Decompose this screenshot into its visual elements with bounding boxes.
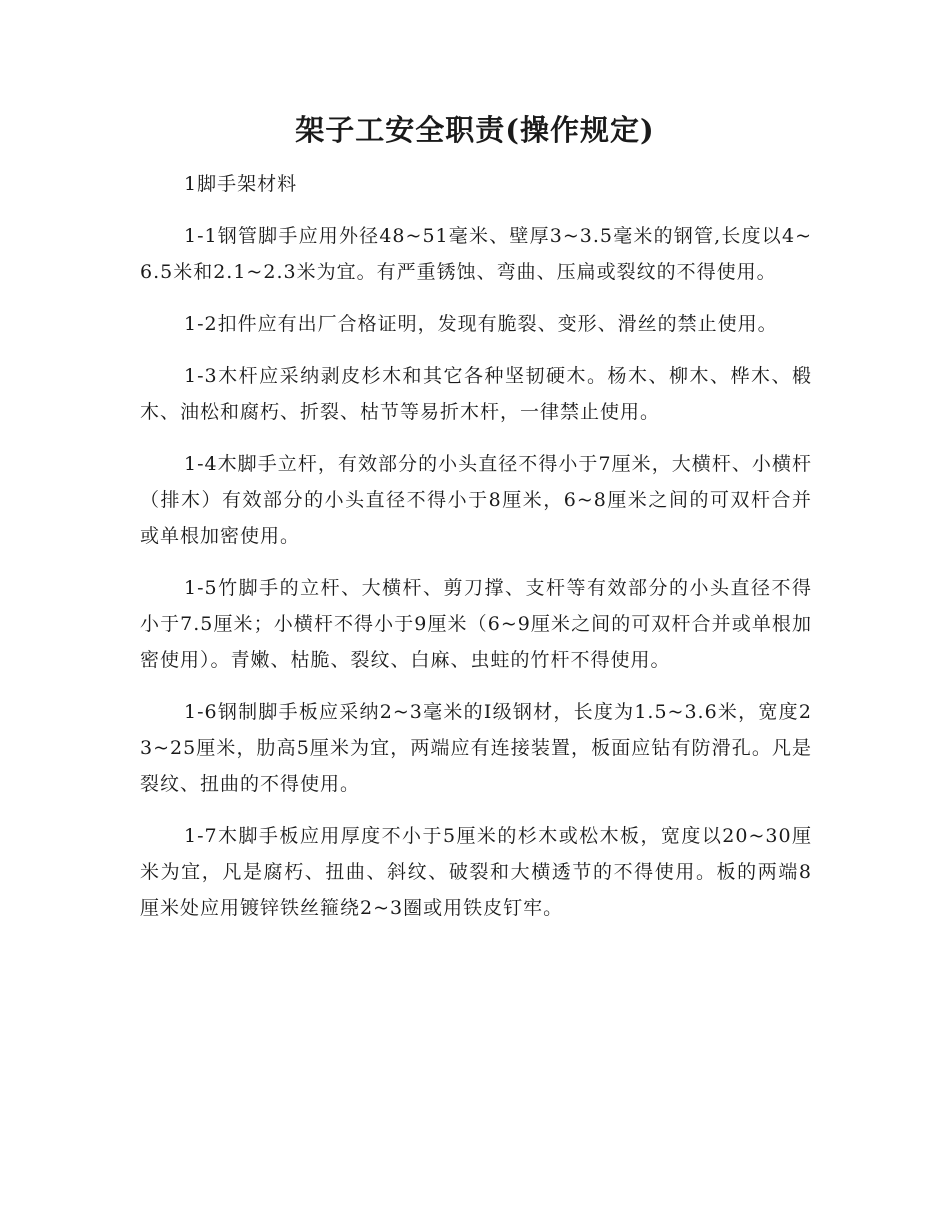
section-heading: 1脚手架材料 [184,173,298,195]
paragraph-1-3: 1-3木杆应采纳剥皮杉木和其它各种坚韧硬木。杨木、柳木、桦木、椴木、油松和腐朽、折裂、枯节等易折木杆，一律禁止使用。 [140,365,812,423]
paragraph-1-5: 1-5竹脚手的立杆、大横杆、剪刀撑、支杆等有效部分的小头直径不得小于7.5厘米；小横杆不得小于9厘米（6~9厘米之间的可双杆合并或单根加密使用）。青嫩、枯脆、裂纹、白麻、虫蛀的竹杆不得使用。 [140,577,812,671]
document-title: 架子工安全职责(操作规定) [295,113,655,147]
paragraph-1-6: 1-6钢制脚手板应采纳2~3毫米的Ⅰ级钢材，长度为1.5~3.6米，宽度23~25厘米，肋高5厘米为宜，两端应有连接装置，板面应钻有防滑孔。凡是裂纹、扭曲的不得使用。 [140,701,812,795]
paragraph-1-4: 1-4木脚手立杆，有效部分的小头直径不得小于7厘米，大横杆、小横杆（排木）有效部分的小头直径不得小于8厘米，6~8厘米之间的可双杆合并或单根加密使用。 [140,453,812,547]
paragraph-1-2: 1-2扣件应有出厂合格证明，发现有脆裂、变形、滑丝的禁止使用。 [184,313,778,335]
paragraph-1-1: 1-1钢管脚手应用外径48~51毫米、壁厚3~3.5毫米的钢管,长度以4~6.5米和2.1~2.3米为宜。有严重锈蚀、弯曲、压扁或裂纹的不得使用。 [140,225,812,283]
document-body [140,166,812,942]
paragraph-1-7: 1-7木脚手板应用厚度不小于5厘米的杉木或松木板，宽度以20~30厘米为宜，凡是腐朽、扭曲、斜纹、破裂和大横透节的不得使用。板的两端8厘米处应用镀锌铁丝箍绕2~3圈或用铁皮钉牢。 [140,825,812,919]
